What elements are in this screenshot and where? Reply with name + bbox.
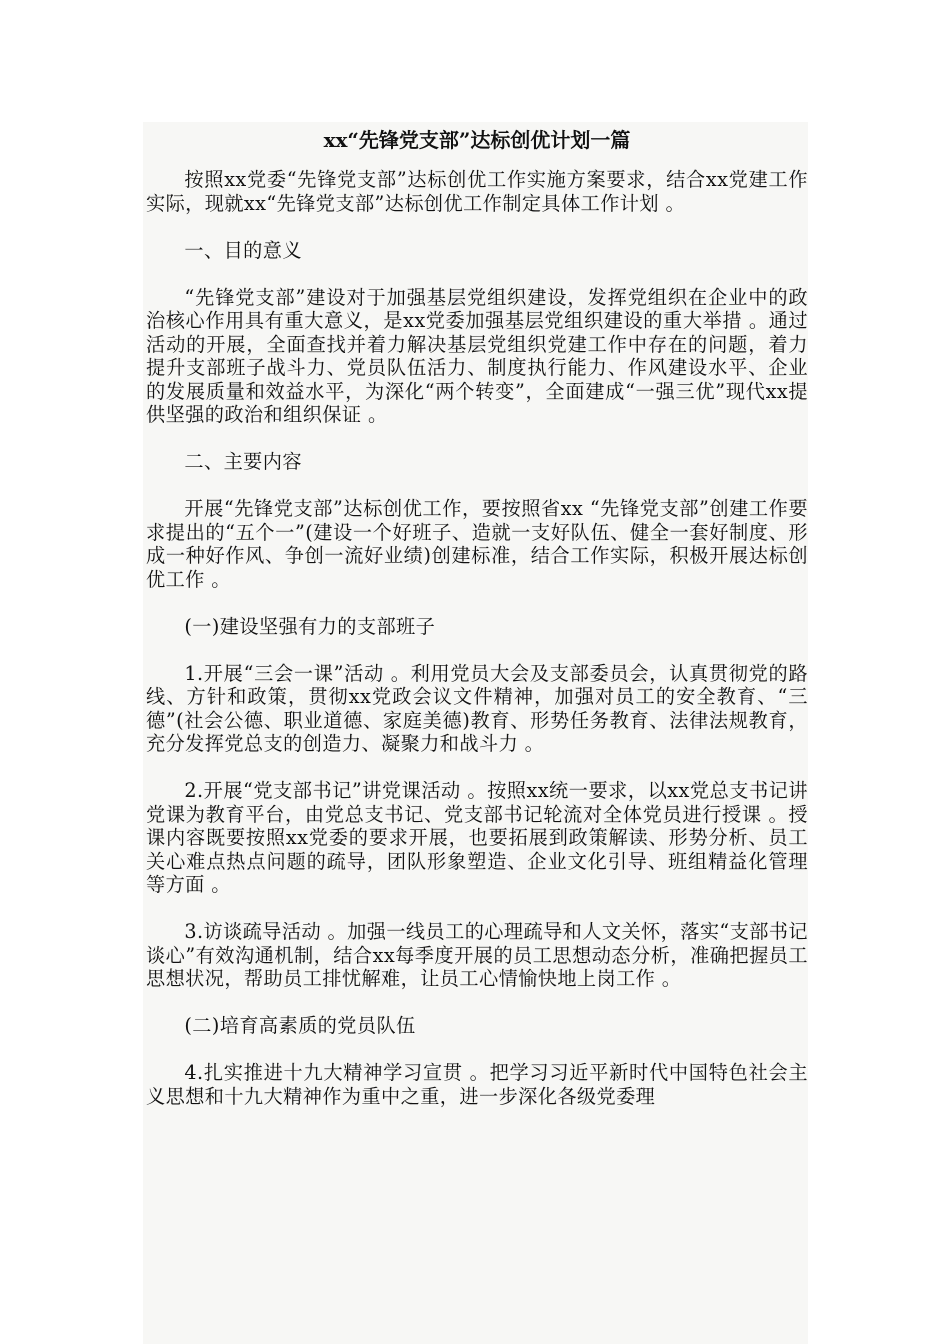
section-heading: (二)培育高素质的党员队伍 xyxy=(184,1014,416,1037)
body-paragraph: 3.访谈疏导活动 。加强一线员工的心理疏导和人文关怀，落实“支部书记谈心”有效沟通机制，结合xx每季度开展的员工思想动态分析，准确把握员工思想状况，帮助员工排忧解难，让员工心情愉快地上岗工作 。 xyxy=(146,920,808,990)
body-paragraph: 按照xx党委“先锋党支部”达标创优工作实施方案要求，结合xx党建工作实际，现就xx“先锋党支部”达标创优工作制定具体工作计划 。 xyxy=(146,168,808,215)
body-paragraph: “先锋党支部”建设对于加强基层党组织建设，发挥党组织在企业中的政治核心作用具有重大意义，是xx党委加强基层党组织建设的重大举措 。通过活动的开展，全面查找并着力解决基层党组织党建工作中存在的问题，着力提升支部班子战斗力、党员队伍活力、制度执行能力、作风建设水平、企业的发展质量和效益水平，为深化“两个转变”，全面建成“一强三优”现代xx提供坚强的政治和组织保证 。 xyxy=(146,285,808,426)
body-paragraph: 2.开展“党支部书记”讲党课活动 。按照xx统一要求，以xx党总支书记讲党课为教育平台，由党总支书记、党支部书记轮流对全体党员进行授课 。授课内容既要按照xx党委的要求开展，也要拓展到政策解读、形势分析、员工关心难点热点问题的疏导，团队形象塑造、企业文化引导、班组精益化管理等方面 。 xyxy=(146,779,808,896)
section-heading: 二、主要内容 xyxy=(184,450,302,473)
paragraph-list xyxy=(146,168,808,1108)
body-paragraph: 开展“先锋党支部”达标创优工作，要按照省xx “先锋党支部”创建工作要求提出的“五个一”(建设一个好班子、造就一支好队伍、健全一套好制度、形成一种好作风、争创一流好业绩)创建标准，结合工作实际，积极开展达标创优工作 。 xyxy=(146,497,808,591)
section-heading: (一)建设坚强有力的支部班子 xyxy=(184,614,436,638)
document-body xyxy=(146,122,808,1132)
document-title: xx“先锋党支部”达标创优计划一篇 xyxy=(323,128,631,152)
section-heading: 一、目的意义 xyxy=(184,238,302,262)
body-paragraph: 1.开展“三会一课”活动 。利用党员大会及支部委员会，认真贯彻党的路线、方针和政策，贯彻xx党政会议文件精神，加强对员工的安全教育、“三德”(社会公德、职业道德、家庭美德)教育、形势任务教育、法律法规教育，充分发挥党总支的创造力、凝聚力和战斗力 。 xyxy=(146,661,808,755)
body-paragraph: 4.扎实推进十九大精神学习宣贯 。把学习习近平新时代中国特色社会主义思想和十九大精神作为重中之重，进一步深化各级党委理 xyxy=(146,1061,808,1108)
